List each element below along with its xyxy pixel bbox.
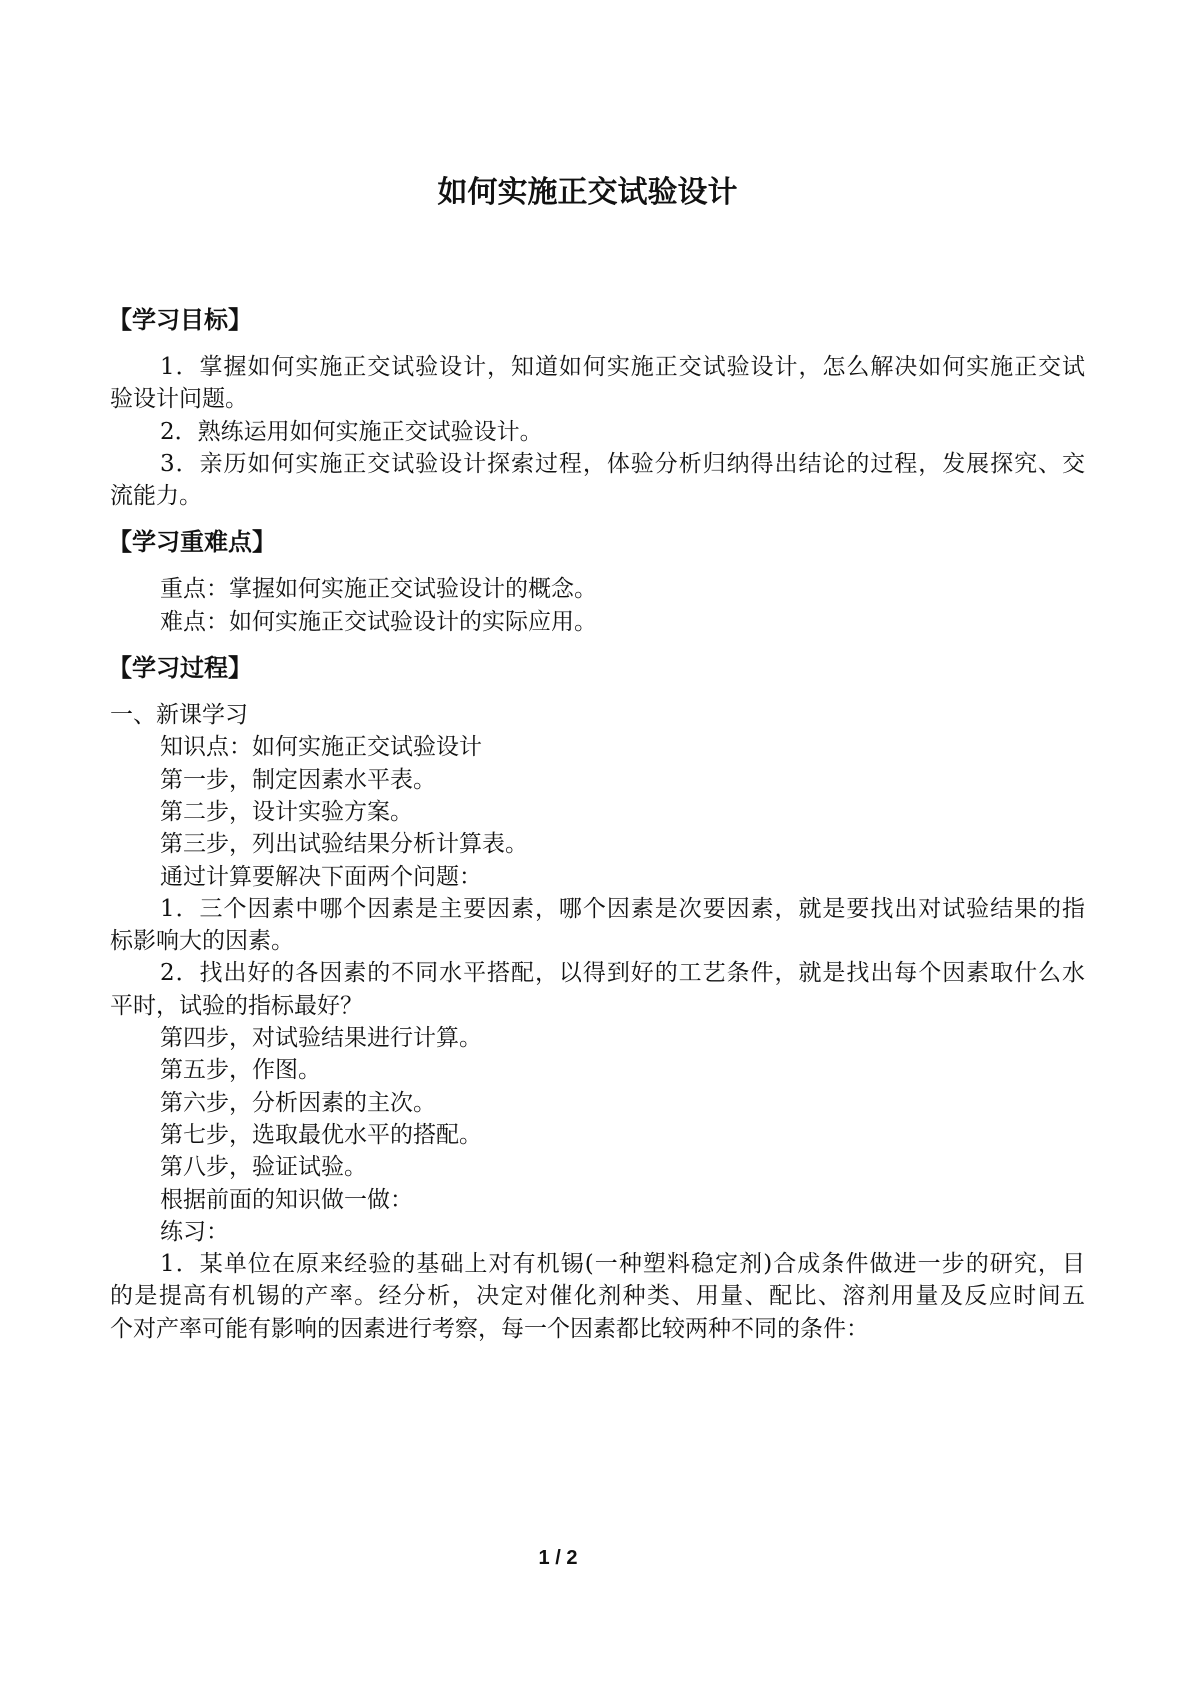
paragraph-line: 个对产率可能有影响的因素进行考察，每一个因素都比较两种不同的条件：: [110, 1315, 869, 1342]
paragraph-line: 2．熟练运用如何实施正交试验设计。: [160, 418, 543, 445]
step-item: [110, 764, 1085, 796]
process-section: [110, 648, 1085, 1345]
paragraph-line: 平时，试验的指标最好？: [110, 992, 363, 1019]
process-heading: 【学习过程】: [108, 654, 252, 683]
page-content: [110, 173, 1085, 1345]
paragraph-line: 练习：: [160, 1218, 229, 1245]
paragraph-line: 重点：掌握如何实施正交试验设计的概念。: [160, 576, 597, 603]
step-item: [110, 796, 1085, 828]
key-points-heading: 【学习重难点】: [108, 528, 276, 557]
objective-item: [110, 351, 1085, 416]
paragraph-line: 难点：如何实施正交试验设计的实际应用。: [160, 608, 597, 635]
objective-item: [110, 416, 1085, 448]
paragraph-line: 第八步，验证试验。: [160, 1154, 367, 1181]
paragraph-line: 1．掌握如何实施正交试验设计，知道如何实施正交试验设计，怎么解决如何实施正交试: [160, 354, 1085, 380]
paragraph-line: 的是提高有机锡的产率。经分析，决定对催化剂种类、用量、配比、溶剂用量及反应时间五: [110, 1283, 1085, 1310]
page-number: 1 / 2: [538, 1547, 578, 1569]
step-item: [110, 1054, 1085, 1086]
paragraph-line: 根据前面的知识做一做：: [160, 1186, 413, 1213]
paragraph-line: 第一步，制定因素水平表。: [160, 766, 436, 793]
paragraph-line: 第六步，分析因素的主次。: [160, 1089, 436, 1116]
paragraph-line: 通过计算要解决下面两个问题：: [160, 863, 482, 890]
paragraph-line: 1．某单位在原来经验的基础上对有机锡(一种塑料稳定剂)合成条件做进一步的研究，目: [160, 1251, 1085, 1278]
paragraph-line: 2．找出好的各因素的不同水平搭配，以得到好的工艺条件，就是找出每个因素取什么水: [160, 960, 1085, 987]
paragraph-line: 第五步，作图。: [160, 1057, 321, 1084]
knowledge-point: [110, 731, 1085, 763]
paragraph-line: 第二步，设计实验方案。: [160, 798, 413, 825]
practice-intro: [110, 1184, 1085, 1216]
paragraph-line: 第七步，选取最优水平的搭配。: [160, 1121, 482, 1148]
step-item: [110, 1151, 1085, 1183]
practice-item: [110, 1248, 1085, 1345]
practice-label: [110, 1216, 1085, 1248]
question-item: [110, 957, 1085, 1022]
objectives-section: [110, 300, 1085, 512]
objective-item: [110, 448, 1085, 513]
key-points-section: [110, 522, 1085, 638]
step-item: [110, 1022, 1085, 1054]
paragraph-line: 流能力。: [110, 483, 202, 510]
paragraph-line: 第四步，对试验结果进行计算。: [160, 1025, 482, 1052]
paragraph-line: 验设计问题。: [110, 386, 248, 413]
questions-intro: [110, 861, 1085, 893]
paragraph-line: 1．三个因素中哪个因素是主要因素，哪个因素是次要因素，就是要找出对试验结果的指: [160, 895, 1085, 922]
difficult-point-item: [110, 606, 1085, 638]
process-subheading: 一、新课学习: [110, 702, 248, 729]
step-item: [110, 1087, 1085, 1119]
question-item: [110, 893, 1085, 958]
key-point-item: [110, 573, 1085, 605]
document-title: 如何实施正交试验设计: [437, 175, 738, 210]
paragraph-line: 知识点：如何实施正交试验设计: [160, 734, 482, 761]
step-item: [110, 828, 1085, 860]
objectives-heading: 【学习目标】: [108, 306, 252, 334]
step-item: [110, 1119, 1085, 1151]
paragraph-line: 3．亲历如何实施正交试验设计探索过程，体验分析归纳得出结论的过程，发展探究、交: [160, 450, 1085, 477]
paragraph-line: 标影响大的因素。: [110, 928, 294, 955]
paragraph-line: 第三步，列出试验结果分析计算表。: [160, 831, 528, 858]
